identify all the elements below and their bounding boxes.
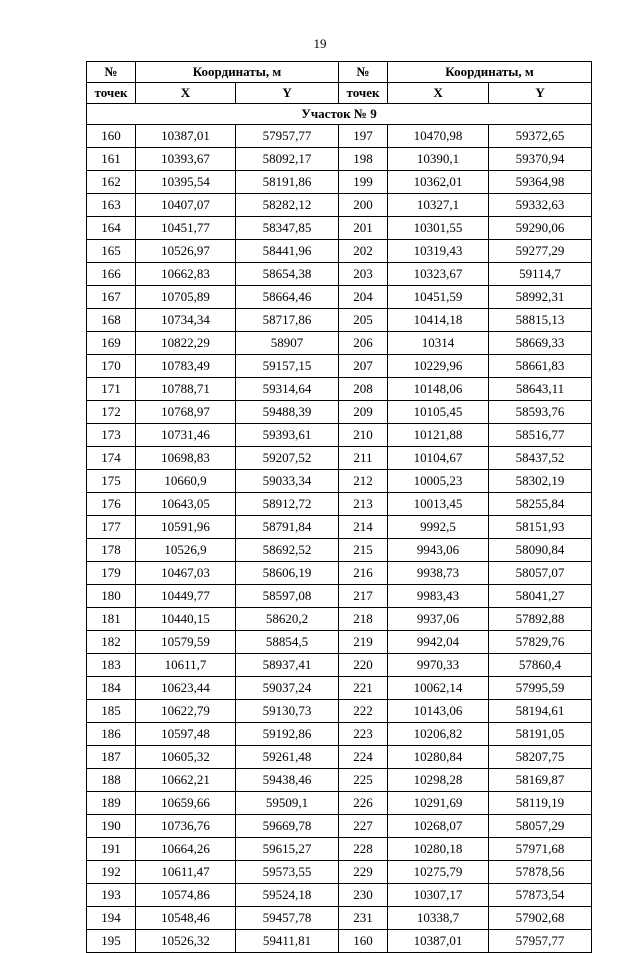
point-number-cell: 175 (87, 470, 136, 493)
point-number-cell: 192 (87, 861, 136, 884)
x-value-cell: 10623,44 (136, 677, 236, 700)
y-value-2-cell: 58992,31 (489, 286, 592, 309)
x-value-cell: 10659,66 (136, 792, 236, 815)
y-value-cell: 58441,96 (236, 240, 339, 263)
y-value-cell: 58191,86 (236, 171, 339, 194)
point-number-2-cell: 227 (339, 815, 388, 838)
x-value-cell: 10387,01 (136, 125, 236, 148)
coordinates-header-2: Координаты, м (388, 62, 592, 83)
point-number-2-cell: 223 (339, 723, 388, 746)
y-value-2-cell: 58191,05 (489, 723, 592, 746)
x-value-2-cell: 10327,1 (388, 194, 489, 217)
table-row (87, 470, 592, 493)
y-value-2-cell: 58041,27 (489, 585, 592, 608)
x-value-cell: 10526,97 (136, 240, 236, 263)
y-value-cell: 58912,72 (236, 493, 339, 516)
point-number-2-cell: 222 (339, 700, 388, 723)
point-number-cell: 187 (87, 746, 136, 769)
x-value-cell: 10736,76 (136, 815, 236, 838)
y-value-2-cell: 58194,61 (489, 700, 592, 723)
y-value-cell: 59157,15 (236, 355, 339, 378)
point-number-2-cell: 214 (339, 516, 388, 539)
point-number-2-cell: 210 (339, 424, 388, 447)
point-number-cell: 163 (87, 194, 136, 217)
table-row (87, 608, 592, 631)
x-value-cell: 10783,49 (136, 355, 236, 378)
x-value-2-cell: 10148,06 (388, 378, 489, 401)
point-number-2-cell: 208 (339, 378, 388, 401)
point-number-2-cell: 197 (339, 125, 388, 148)
table-row (87, 631, 592, 654)
point-number-cell: 160 (87, 125, 136, 148)
y-value-2-cell: 57902,68 (489, 907, 592, 930)
table-row (87, 401, 592, 424)
point-number-cell: 195 (87, 930, 136, 953)
y-value-cell: 59037,24 (236, 677, 339, 700)
table-row (87, 654, 592, 677)
x-header: X (136, 83, 236, 104)
x-value-cell: 10574,86 (136, 884, 236, 907)
x-value-cell: 10611,7 (136, 654, 236, 677)
x-value-2-cell: 10206,82 (388, 723, 489, 746)
x-value-2-cell: 10280,18 (388, 838, 489, 861)
x-value-cell: 10579,59 (136, 631, 236, 654)
point-number-2-cell: 217 (339, 585, 388, 608)
y-value-cell: 58854,5 (236, 631, 339, 654)
x-value-cell: 10591,96 (136, 516, 236, 539)
x-value-2-cell: 10104,67 (388, 447, 489, 470)
y-value-cell: 58791,84 (236, 516, 339, 539)
x-value-cell: 10768,97 (136, 401, 236, 424)
table-row (87, 769, 592, 792)
point-number-2-cell: 200 (339, 194, 388, 217)
table-row (87, 194, 592, 217)
y-value-cell: 58907 (236, 332, 339, 355)
point-number-cell: 170 (87, 355, 136, 378)
x-value-cell: 10407,07 (136, 194, 236, 217)
table-row (87, 263, 592, 286)
y-value-cell: 58717,86 (236, 309, 339, 332)
table-row (87, 309, 592, 332)
x-value-cell: 10660,9 (136, 470, 236, 493)
y-value-cell: 59488,39 (236, 401, 339, 424)
y-value-cell: 59573,55 (236, 861, 339, 884)
y-value-2-cell: 58169,87 (489, 769, 592, 792)
table-row (87, 332, 592, 355)
table-row (87, 355, 592, 378)
table-row (87, 148, 592, 171)
point-number-cell: 184 (87, 677, 136, 700)
x-value-cell: 10611,47 (136, 861, 236, 884)
point-number-2-cell: 206 (339, 332, 388, 355)
y-value-2-cell: 58302,19 (489, 470, 592, 493)
point-number-cell: 179 (87, 562, 136, 585)
point-number-2-cell: 207 (339, 355, 388, 378)
point-number-cell: 177 (87, 516, 136, 539)
y-value-2-cell: 59290,06 (489, 217, 592, 240)
x-value-2-cell: 10314 (388, 332, 489, 355)
y-value-2-cell: 58516,77 (489, 424, 592, 447)
x-value-cell: 10731,46 (136, 424, 236, 447)
y-value-cell: 59669,78 (236, 815, 339, 838)
point-number-2-cell: 199 (339, 171, 388, 194)
x-value-cell: 10605,32 (136, 746, 236, 769)
x-value-2-cell: 9942,04 (388, 631, 489, 654)
y-value-2-cell: 57829,76 (489, 631, 592, 654)
x-value-2-cell: 9983,43 (388, 585, 489, 608)
x-value-cell: 10451,77 (136, 217, 236, 240)
x-value-cell: 10548,46 (136, 907, 236, 930)
x-value-2-cell: 9943,06 (388, 539, 489, 562)
point-number-cell: 161 (87, 148, 136, 171)
point-number-2-cell: 218 (339, 608, 388, 631)
y-value-2-cell: 59372,65 (489, 125, 592, 148)
table-row (87, 125, 592, 148)
table-row (87, 723, 592, 746)
x-value-2-cell: 10229,96 (388, 355, 489, 378)
point-number-2-cell: 198 (339, 148, 388, 171)
y-value-2-cell: 58437,52 (489, 447, 592, 470)
table-row (87, 240, 592, 263)
x-value-cell: 10449,77 (136, 585, 236, 608)
x-value-2-cell: 10298,28 (388, 769, 489, 792)
x-value-cell: 10622,79 (136, 700, 236, 723)
x-value-2-cell: 10319,43 (388, 240, 489, 263)
y-value-cell: 59509,1 (236, 792, 339, 815)
point-number-2-cell: 203 (339, 263, 388, 286)
point-number-cell: 193 (87, 884, 136, 907)
y-value-cell: 58347,85 (236, 217, 339, 240)
x-value-2-cell: 10390,1 (388, 148, 489, 171)
table-row (87, 884, 592, 907)
table-row (87, 746, 592, 769)
y-value-2-cell: 58661,83 (489, 355, 592, 378)
y-value-cell: 58620,2 (236, 608, 339, 631)
table-row (87, 585, 592, 608)
table-row (87, 815, 592, 838)
table-row (87, 447, 592, 470)
table-row (87, 516, 592, 539)
y-value-cell: 58664,46 (236, 286, 339, 309)
x-value-2-cell: 9937,06 (388, 608, 489, 631)
x-value-2-cell: 10291,69 (388, 792, 489, 815)
section-title: Участок № 9 (87, 104, 592, 125)
y-value-cell: 58654,38 (236, 263, 339, 286)
x-value-2-cell: 10105,45 (388, 401, 489, 424)
table-row (87, 792, 592, 815)
y-value-cell: 59033,34 (236, 470, 339, 493)
point-number-2-cell: 202 (339, 240, 388, 263)
x-value-2-cell: 10338,7 (388, 907, 489, 930)
point-number-2-cell: 219 (339, 631, 388, 654)
y-value-2-cell: 58057,07 (489, 562, 592, 585)
point-number-cell: 183 (87, 654, 136, 677)
point-number-2-cell: 212 (339, 470, 388, 493)
table-row (87, 930, 592, 953)
point-number-cell: 172 (87, 401, 136, 424)
y-value-cell: 57957,77 (236, 125, 339, 148)
point-number-cell: 181 (87, 608, 136, 631)
point-number-2-cell: 209 (339, 401, 388, 424)
x-value-cell: 10734,34 (136, 309, 236, 332)
x-value-2-cell: 10275,79 (388, 861, 489, 884)
x-value-cell: 10395,54 (136, 171, 236, 194)
y-value-cell: 59192,86 (236, 723, 339, 746)
y-value-2-cell: 58815,13 (489, 309, 592, 332)
x-value-2-cell: 9970,33 (388, 654, 489, 677)
table-row (87, 907, 592, 930)
y-value-2-cell: 58643,11 (489, 378, 592, 401)
point-number-cell: 194 (87, 907, 136, 930)
point-number-2-cell: 230 (339, 884, 388, 907)
y-value-cell: 59438,46 (236, 769, 339, 792)
x-value-cell: 10662,83 (136, 263, 236, 286)
point-number-2-cell: 225 (339, 769, 388, 792)
point-number-cell: 188 (87, 769, 136, 792)
y-value-2-cell: 57873,54 (489, 884, 592, 907)
y-value-cell: 58282,12 (236, 194, 339, 217)
x-value-2-cell: 10062,14 (388, 677, 489, 700)
point-number-cell: 178 (87, 539, 136, 562)
y-value-cell: 58092,17 (236, 148, 339, 171)
coordinates-header: Координаты, м (136, 62, 339, 83)
y-value-2-cell: 58090,84 (489, 539, 592, 562)
y-value-2-cell: 57860,4 (489, 654, 592, 677)
y-value-2-cell: 59114,7 (489, 263, 592, 286)
point-number-2-cell: 229 (339, 861, 388, 884)
y-value-2-cell: 59332,63 (489, 194, 592, 217)
y-value-cell: 58606,19 (236, 562, 339, 585)
points-header-2: точек (339, 83, 388, 104)
x-value-cell: 10526,9 (136, 539, 236, 562)
y-value-cell: 59261,48 (236, 746, 339, 769)
table-row (87, 838, 592, 861)
point-number-2-cell: 204 (339, 286, 388, 309)
x-value-cell: 10822,29 (136, 332, 236, 355)
x-value-cell: 10664,26 (136, 838, 236, 861)
y-value-cell: 59457,78 (236, 907, 339, 930)
point-number-cell: 185 (87, 700, 136, 723)
point-number-2-cell: 228 (339, 838, 388, 861)
point-number-header-2: № (339, 62, 388, 83)
y-value-2-cell: 57995,59 (489, 677, 592, 700)
y-value-cell: 59524,18 (236, 884, 339, 907)
x-value-2-cell: 10121,88 (388, 424, 489, 447)
coordinates-table (86, 61, 592, 953)
x-value-cell: 10597,48 (136, 723, 236, 746)
x-value-2-cell: 10005,23 (388, 470, 489, 493)
x-value-cell: 10705,89 (136, 286, 236, 309)
y-value-cell: 59207,52 (236, 447, 339, 470)
y-value-2-cell: 57892,88 (489, 608, 592, 631)
x-value-2-cell: 10301,55 (388, 217, 489, 240)
point-number-2-cell: 160 (339, 930, 388, 953)
x-value-2-cell: 10362,01 (388, 171, 489, 194)
point-number-cell: 167 (87, 286, 136, 309)
y-value-2-cell: 58669,33 (489, 332, 592, 355)
point-number-2-cell: 221 (339, 677, 388, 700)
point-number-2-cell: 205 (339, 309, 388, 332)
x-value-2-cell: 9938,73 (388, 562, 489, 585)
y-value-cell: 59130,73 (236, 700, 339, 723)
table-row (87, 677, 592, 700)
y-header: Y (236, 83, 339, 104)
x-value-2-cell: 10280,84 (388, 746, 489, 769)
x-value-2-cell: 10323,67 (388, 263, 489, 286)
x-value-2-cell: 10387,01 (388, 930, 489, 953)
table-row (87, 700, 592, 723)
points-header: точек (87, 83, 136, 104)
x-value-cell: 10662,21 (136, 769, 236, 792)
x-value-2-cell: 10414,18 (388, 309, 489, 332)
point-number-2-cell: 224 (339, 746, 388, 769)
table-row (87, 171, 592, 194)
point-number-cell: 191 (87, 838, 136, 861)
point-number-cell: 164 (87, 217, 136, 240)
x-value-2-cell: 10451,59 (388, 286, 489, 309)
point-number-cell: 174 (87, 447, 136, 470)
y-value-2-cell: 57878,56 (489, 861, 592, 884)
point-number-2-cell: 213 (339, 493, 388, 516)
point-number-cell: 168 (87, 309, 136, 332)
table-row (87, 378, 592, 401)
x-value-cell: 10440,15 (136, 608, 236, 631)
y-value-2-cell: 58207,75 (489, 746, 592, 769)
x-value-2-cell: 10470,98 (388, 125, 489, 148)
y-value-2-cell: 59277,29 (489, 240, 592, 263)
x-value-2-cell: 10013,45 (388, 493, 489, 516)
y-value-2-cell: 58255,84 (489, 493, 592, 516)
y-value-2-cell: 59370,94 (489, 148, 592, 171)
table-row (87, 861, 592, 884)
x-value-2-cell: 10268,07 (388, 815, 489, 838)
point-number-cell: 162 (87, 171, 136, 194)
x-value-cell: 10526,32 (136, 930, 236, 953)
table-row (87, 286, 592, 309)
point-number-2-cell: 215 (339, 539, 388, 562)
x-value-2-cell: 9992,5 (388, 516, 489, 539)
point-number-cell: 180 (87, 585, 136, 608)
y-value-2-cell: 58151,93 (489, 516, 592, 539)
table-row (87, 217, 592, 240)
point-number-cell: 169 (87, 332, 136, 355)
y-value-2-cell: 57957,77 (489, 930, 592, 953)
table-row (87, 424, 592, 447)
point-number-cell: 186 (87, 723, 136, 746)
point-number-cell: 189 (87, 792, 136, 815)
y-value-cell: 58937,41 (236, 654, 339, 677)
point-number-cell: 182 (87, 631, 136, 654)
y-value-cell: 59314,64 (236, 378, 339, 401)
y-value-cell: 58597,08 (236, 585, 339, 608)
point-number-cell: 171 (87, 378, 136, 401)
x-header-2: X (388, 83, 489, 104)
page-number: 19 (313, 36, 327, 51)
y-header-2: Y (489, 83, 592, 104)
point-number-2-cell: 201 (339, 217, 388, 240)
x-value-2-cell: 10143,06 (388, 700, 489, 723)
point-number-cell: 165 (87, 240, 136, 263)
y-value-cell: 59393,61 (236, 424, 339, 447)
y-value-2-cell: 59364,98 (489, 171, 592, 194)
x-value-cell: 10393,67 (136, 148, 236, 171)
y-value-2-cell: 58593,76 (489, 401, 592, 424)
table-row (87, 539, 592, 562)
point-number-cell: 173 (87, 424, 136, 447)
x-value-cell: 10788,71 (136, 378, 236, 401)
y-value-2-cell: 58119,19 (489, 792, 592, 815)
point-number-2-cell: 231 (339, 907, 388, 930)
table-row (87, 562, 592, 585)
x-value-cell: 10643,05 (136, 493, 236, 516)
y-value-cell: 58692,52 (236, 539, 339, 562)
y-value-2-cell: 58057,29 (489, 815, 592, 838)
y-value-cell: 59615,27 (236, 838, 339, 861)
point-number-cell: 190 (87, 815, 136, 838)
point-number-2-cell: 211 (339, 447, 388, 470)
x-value-cell: 10698,83 (136, 447, 236, 470)
point-number-cell: 166 (87, 263, 136, 286)
point-number-2-cell: 220 (339, 654, 388, 677)
table-row (87, 493, 592, 516)
point-number-cell: 176 (87, 493, 136, 516)
x-value-2-cell: 10307,17 (388, 884, 489, 907)
y-value-cell: 59411,81 (236, 930, 339, 953)
y-value-2-cell: 57971,68 (489, 838, 592, 861)
point-number-header: № (87, 62, 136, 83)
x-value-cell: 10467,03 (136, 562, 236, 585)
point-number-2-cell: 216 (339, 562, 388, 585)
point-number-2-cell: 226 (339, 792, 388, 815)
